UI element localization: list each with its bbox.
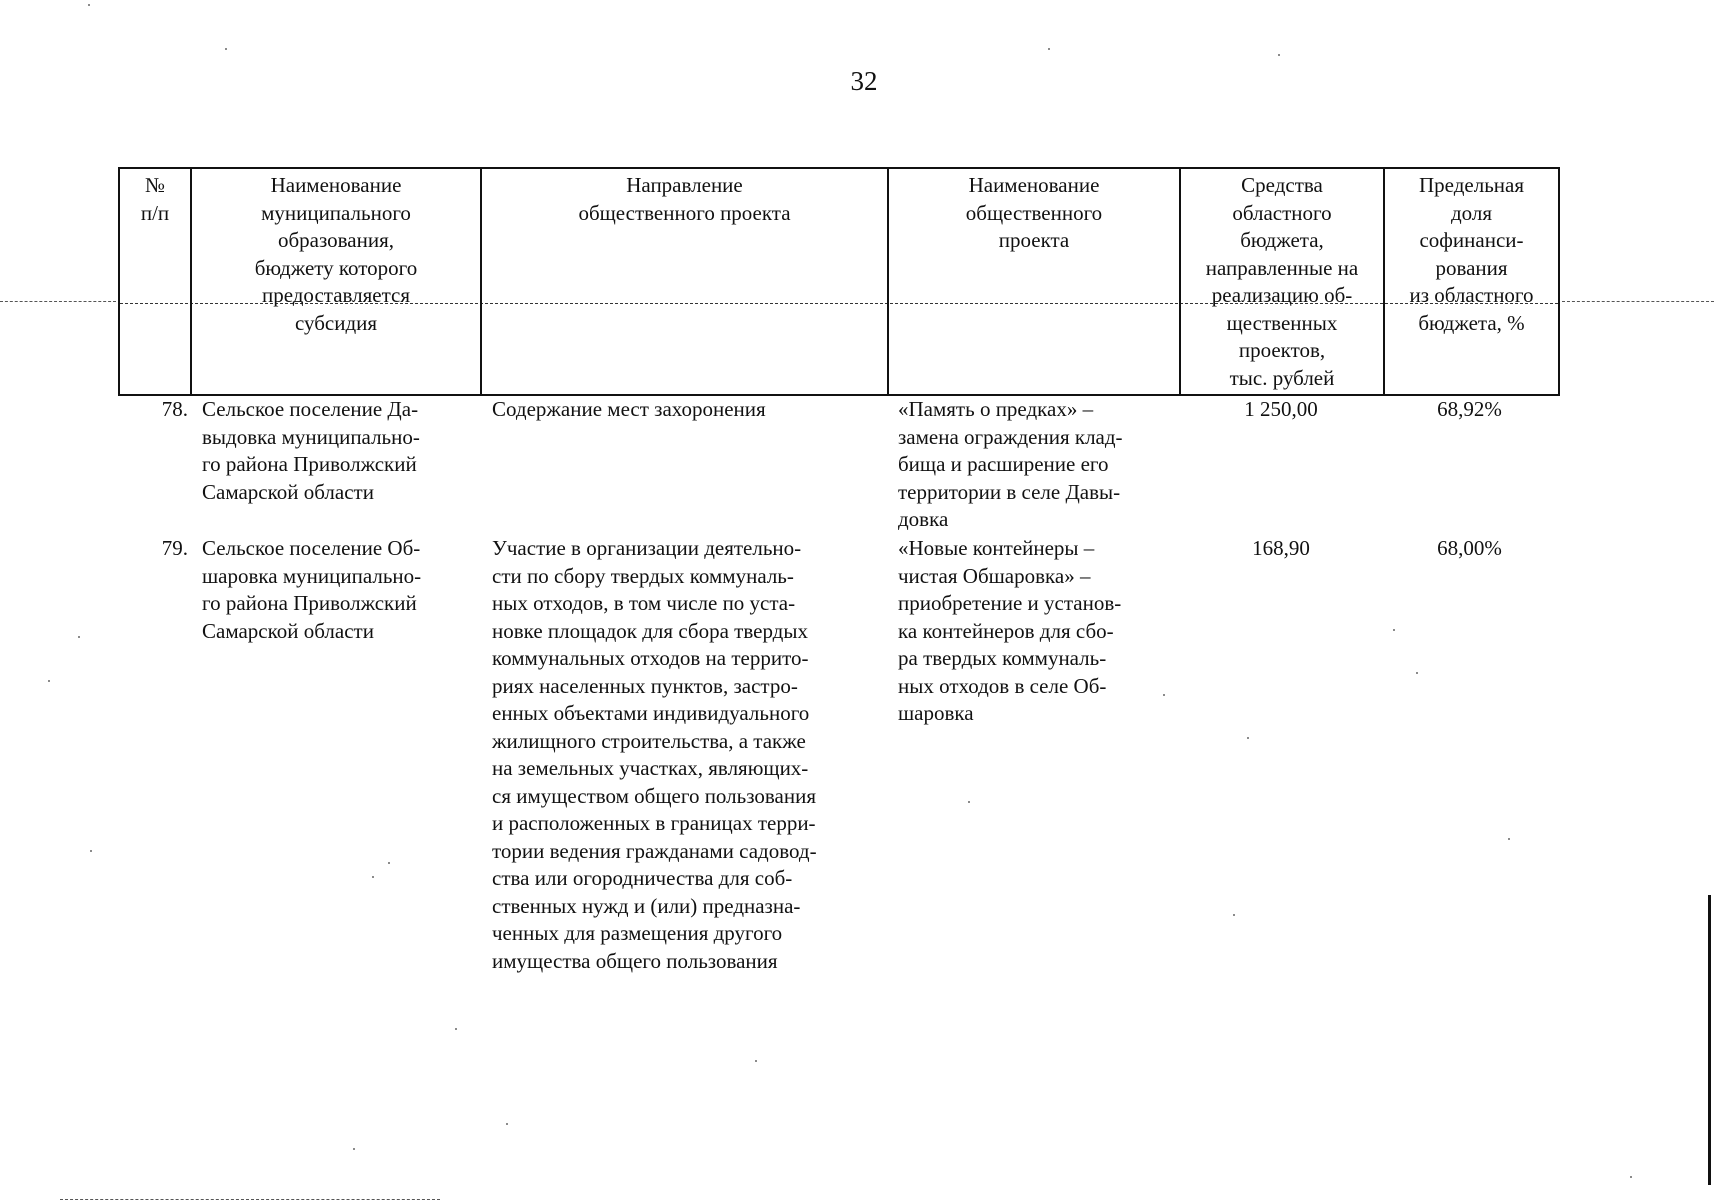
direction-cell: Участие в организации деятельно- сти по сбору твердых коммуналь- ных отходов, в том числе по уста- новке площадок для сбора твердых коммунальных отходов на террито- риях населенных пунктов, застро- енных объектами индивидуального жилищного строительства, а также на земельных участках, являющих- ся имуществом общего пользования и расположенных в границах терри- тории ведения гражданами садовод- ства или огородничества для соб- ственных нужд и (или) предназна- ченных для размещения другого имущества общего пользования: [492, 536, 817, 973]
scan-speck: [1247, 737, 1249, 739]
scan-speck: [1278, 54, 1280, 56]
scan-speck: [968, 801, 970, 803]
fold-line-left: [0, 301, 116, 302]
scan-speck: [1048, 48, 1050, 50]
share-cell: 68,00%: [1437, 536, 1502, 560]
share-cell: 68,92%: [1437, 397, 1502, 421]
funds-cell: 168,90: [1252, 536, 1310, 560]
scan-speck: [1630, 1176, 1632, 1178]
scan-speck: [78, 636, 80, 638]
project-cell: «Память о предках» – замена ограждения клад- бища и расширение его территории в селе Давы- довка: [898, 397, 1123, 531]
scan-speck: [506, 1123, 508, 1125]
scan-speck: [1393, 629, 1395, 631]
scan-speck: [1416, 672, 1418, 674]
table-header: [118, 167, 1560, 396]
scan-speck: [1508, 838, 1510, 840]
header-municipality: Наименование муниципального образования, бюджету которого предоставляется субсидия: [192, 169, 482, 394]
scan-speck: [1233, 914, 1235, 916]
header-project-name: Наименование общественного проекта: [889, 169, 1181, 394]
scan-speck: [388, 862, 390, 864]
scan-edge-shadow: [1708, 895, 1711, 1185]
scan-speck: [48, 680, 50, 682]
scan-speck: [225, 48, 227, 50]
header-funds: Средства областного бюджета, направленные на реализацию об- щественных проектов, тыс. рублей: [1181, 169, 1385, 394]
row-number: 79.: [161, 536, 188, 560]
scan-speck: [755, 1060, 757, 1062]
scan-speck: [90, 850, 92, 852]
page-number: 32: [850, 66, 878, 96]
municipality-cell: Сельское поселение Да- выдовка муниципально- го района Приволжский Самарской области: [202, 397, 420, 504]
row-number: 78.: [161, 397, 188, 421]
header-number: № п/п: [120, 169, 192, 394]
header-share: Предельная доля софинанси- рования из областного бюджета, %: [1409, 173, 1534, 335]
funds-cell: 1 250,00: [1244, 397, 1318, 421]
scan-speck: [372, 876, 374, 878]
municipality-cell: Сельское поселение Об- шаровка муниципально- го района Приволжский Самарской области: [202, 536, 422, 643]
header-direction: Направление общественного проекта: [482, 169, 889, 394]
scan-speck: [353, 1148, 355, 1150]
project-cell: «Новые контейнеры – чистая Обшаровка» – приобретение и установ- ка контейнеров для сбо- ра твердых коммуналь- ных отходов в селе Об- шаровка: [898, 536, 1122, 725]
direction-cell: Содержание мест захоронения: [492, 397, 766, 421]
fold-line-right: [1562, 301, 1714, 302]
scan-speck: [455, 1028, 457, 1030]
scan-speck: [88, 4, 90, 6]
